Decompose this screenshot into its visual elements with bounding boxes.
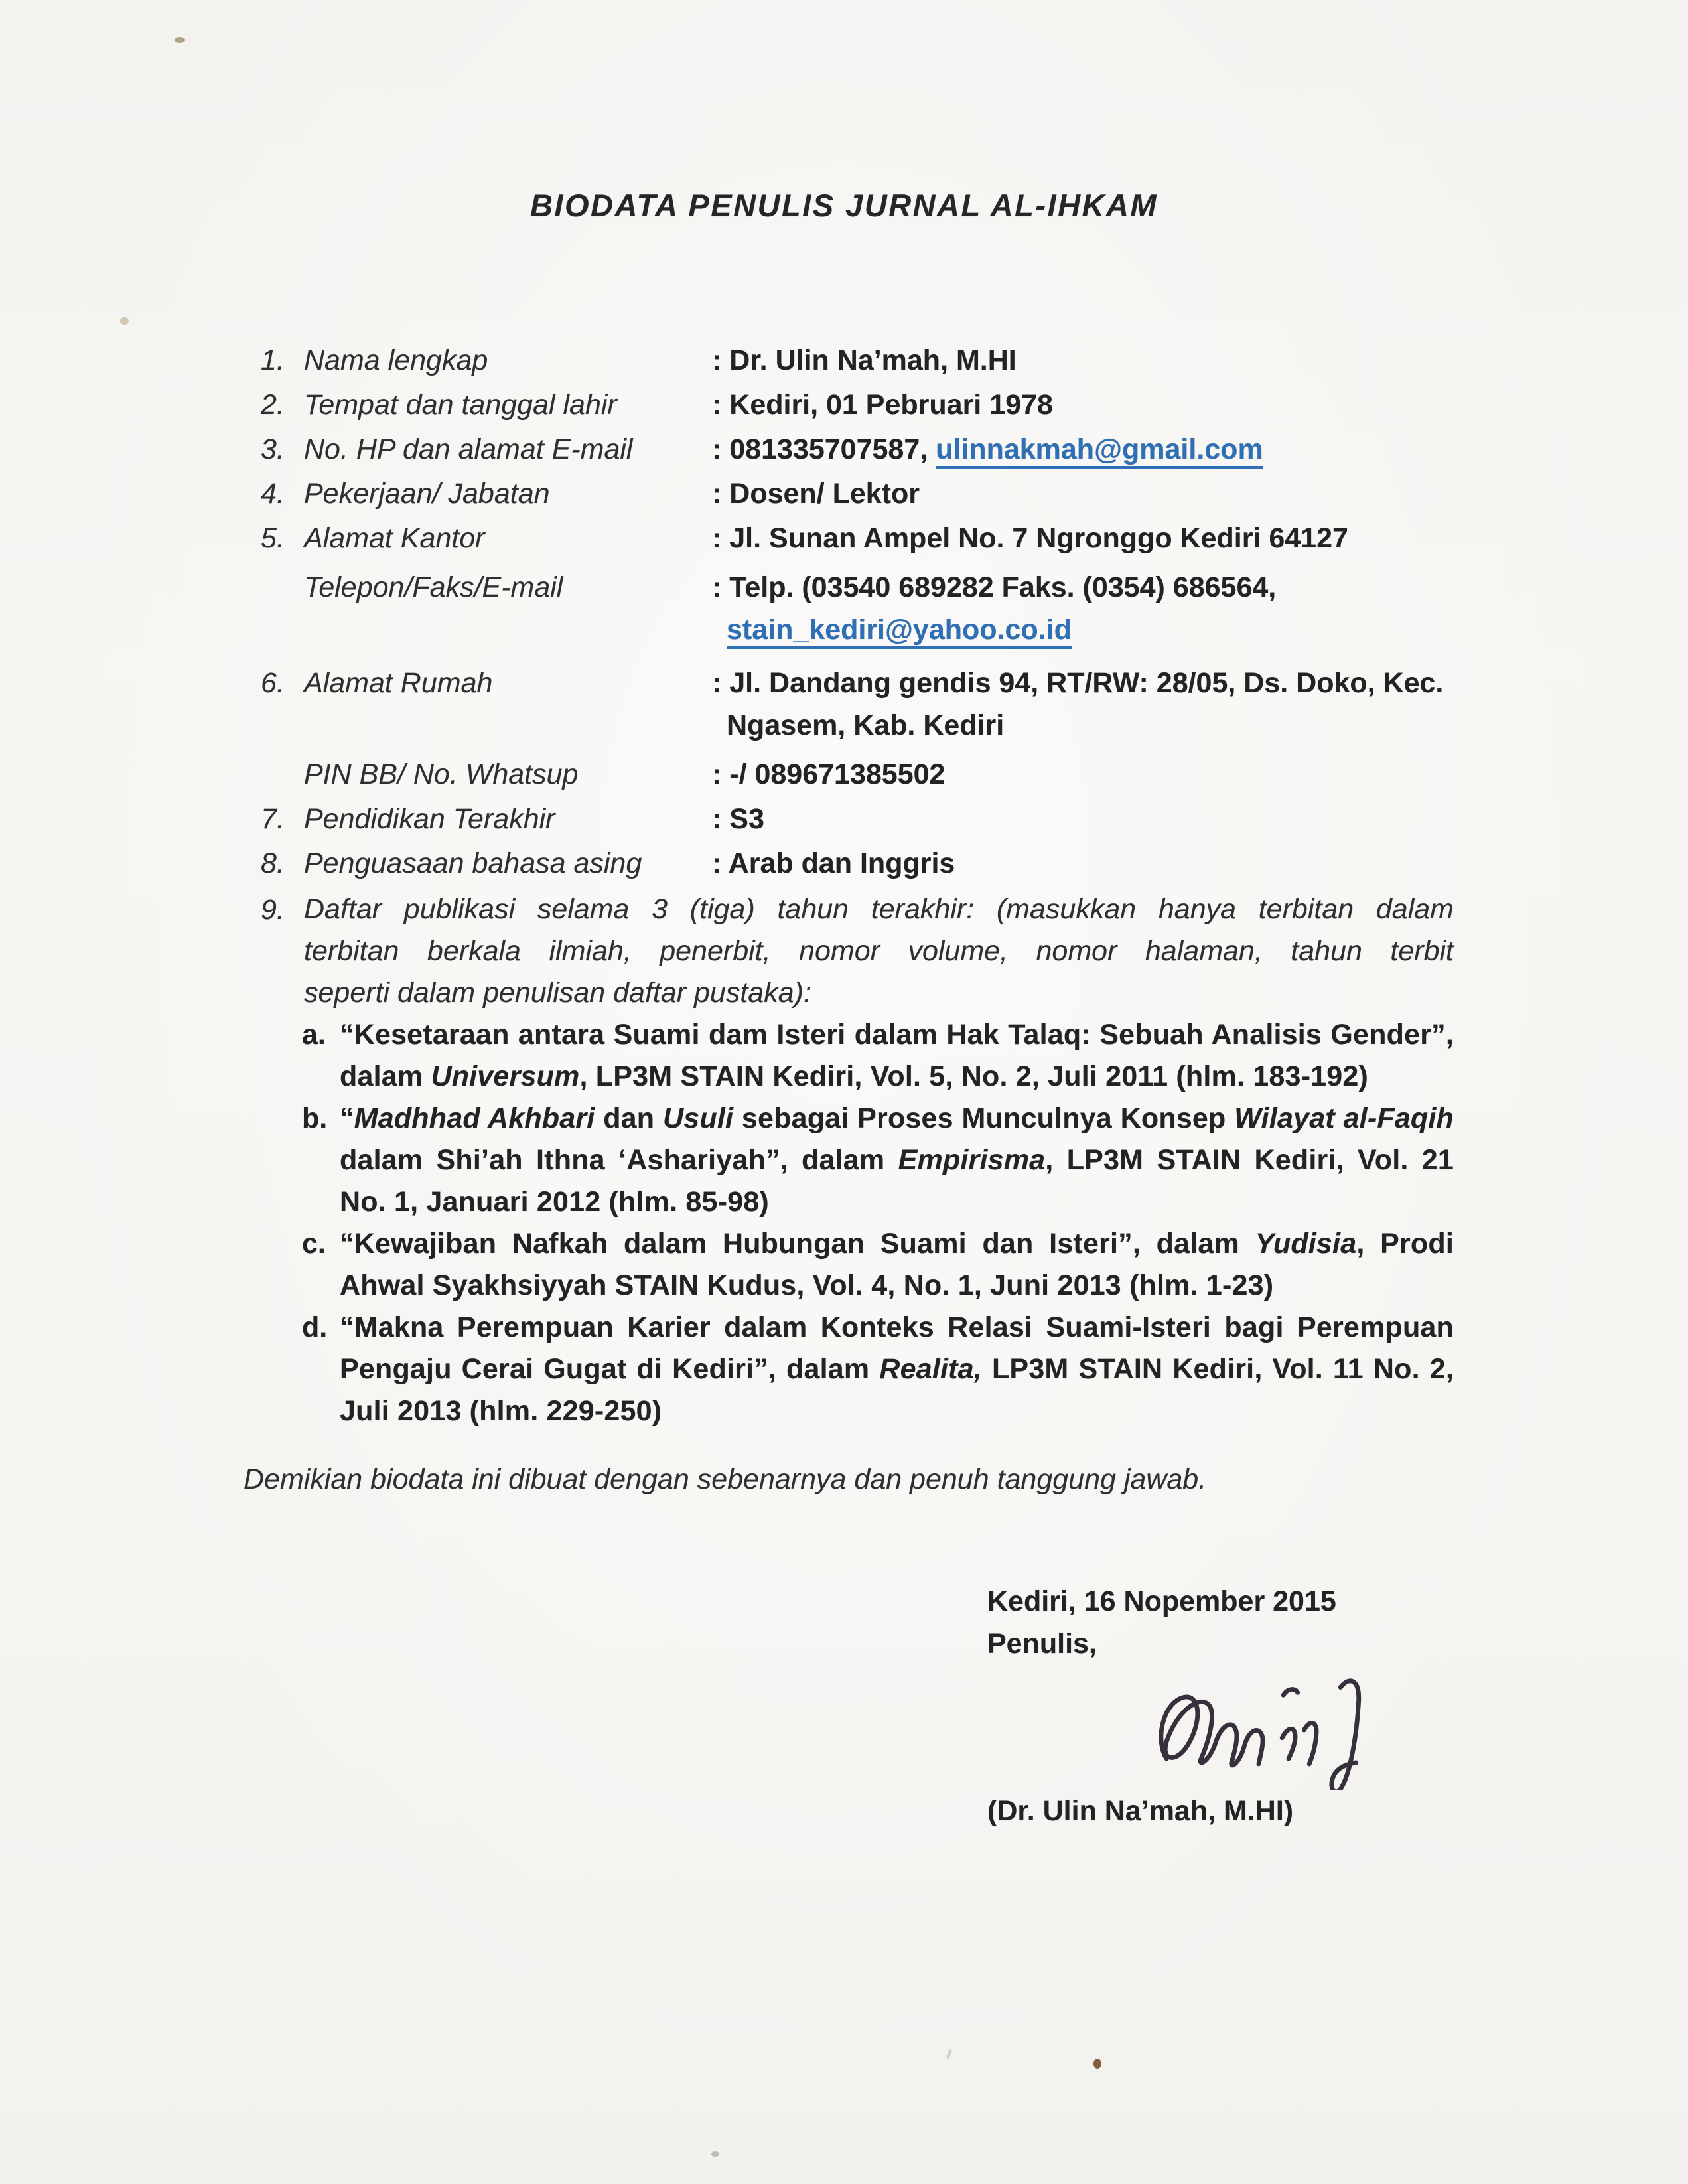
biodata-body	[244, 339, 1454, 1832]
scan-speck	[946, 2049, 952, 2059]
field-label: PIN BB/ No. Whatsup	[304, 759, 579, 790]
field-value-text: : Telp. (03540 689282 Faks. (0354) 686564,	[712, 571, 1277, 603]
field-row-publikasi-intro	[244, 889, 1454, 1014]
field-value-text	[712, 433, 1263, 469]
field-value	[712, 798, 1454, 840]
field-value-continuation: Ngasem, Kab. Kediri	[727, 709, 1005, 741]
citation-text-segment: Wilayat al-Faqih	[1234, 1102, 1454, 1134]
field-number: 7.	[261, 803, 285, 835]
field-label: Alamat Kantor	[304, 522, 485, 554]
field-value	[712, 384, 1454, 426]
citation-text-segment: LP3M STAIN Kediri, Vol. 11 No. 2, Juli 2013 (hlm. 229-250)	[340, 1353, 1454, 1427]
field-label: Alamat Rumah	[304, 667, 493, 699]
citation-text-segment: dalam Shi’ah Ithna ‘Ashariyah”, dalam	[340, 1144, 898, 1176]
signature-place-date: Kediri, 16 Nopember 2015	[987, 1585, 1336, 1617]
publication-letter: a.	[302, 1019, 326, 1051]
field-value-text: : Dr. Ulin Na’mah, M.HI	[712, 344, 1017, 376]
field-value	[712, 753, 1454, 796]
publication-citation	[340, 1223, 1454, 1307]
page-title: BIODATA PENULIS JURNAL AL-IHKAM	[529, 188, 1159, 223]
scan-speck	[711, 2151, 719, 2157]
email-link-yahoo: stain_kediri@yahoo.co.id	[727, 614, 1072, 649]
field-label: No. HP dan alamat E-mail	[304, 433, 633, 465]
field-row-ttl	[244, 384, 1454, 426]
email-link-gmail: ulinnakmah@gmail.com	[936, 433, 1263, 469]
field-label: Pekerjaan/ Jabatan	[304, 478, 550, 510]
publication-letter: c.	[302, 1228, 326, 1260]
field-row-pekerjaan	[244, 473, 1454, 515]
field-label: Tempat dan tanggal lahir	[304, 389, 617, 421]
field-row-telepon	[244, 566, 1454, 651]
citation-text-segment: “	[340, 1102, 354, 1134]
intro-line: Daftar publikasi selama 3 (tiga) tahun terakhir: (masukkan hanya terbitan dalam	[304, 893, 1454, 925]
field-value-text: : Jl. Sunan Ampel No. 7 Ngronggo Kediri 64127	[712, 522, 1348, 554]
phone-number-text: : 081335707587,	[712, 433, 936, 465]
scan-speck	[1093, 2059, 1101, 2069]
publication-citation	[340, 1098, 1454, 1223]
field-label: Nama lengkap	[304, 344, 488, 376]
field-number: 2.	[261, 389, 285, 421]
citation-text-segment: Empirisma	[898, 1144, 1046, 1176]
citation-text-segment: , LP3M STAIN Kediri, Vol. 21 No. 1, Januari 2012 (hlm. 85-98)	[340, 1144, 1454, 1218]
field-number: 3.	[261, 433, 285, 465]
field-row-pendidikan	[244, 798, 1454, 840]
intro-line: seperti dalam penulisan daftar pustaka):	[304, 977, 811, 1009]
scan-speck	[175, 37, 185, 43]
publication-intro-paragraph	[304, 889, 1454, 1014]
field-number: 4.	[261, 478, 285, 510]
field-row-bahasa	[244, 842, 1454, 885]
citation-text-segment: “Kewajiban Nafkah dalam Hubungan Suami dan Isteri”, dalam	[340, 1228, 1255, 1260]
signature-name: (Dr. Ulin Na’mah, M.HI)	[987, 1795, 1294, 1827]
field-value-text: : -/ 089671385502	[712, 759, 946, 790]
field-value-text: : Kediri, 01 Pebruari 1978	[712, 389, 1053, 421]
field-value	[712, 339, 1454, 382]
signature-block	[987, 1580, 1454, 1832]
field-value	[712, 662, 1454, 747]
field-value	[712, 473, 1454, 515]
field-row-hp-email	[244, 428, 1454, 471]
field-row-alamat-rumah	[244, 662, 1454, 747]
publication-item	[302, 1014, 1454, 1098]
field-label: Telepon/Faks/E-mail	[304, 571, 563, 603]
field-value-text: : Dosen/ Lektor	[712, 478, 920, 510]
field-value	[712, 517, 1454, 559]
field-value	[712, 428, 1454, 471]
field-value	[712, 842, 1454, 885]
handwritten-signature	[1145, 1673, 1431, 1790]
publication-citation	[340, 1014, 1454, 1098]
citation-text-segment: Realita,	[879, 1353, 982, 1385]
publication-item	[302, 1223, 1454, 1307]
field-value-text: : Jl. Dandang gendis 94, RT/RW: 28/05, Ds. Doko, Kec.	[712, 667, 1444, 699]
citation-text-segment: Madhhad Akhbari	[354, 1102, 595, 1134]
citation-text-segment: , LP3M STAIN Kediri, Vol. 5, No. 2, Juli 2011 (hlm. 183-192)	[579, 1060, 1368, 1092]
field-label: Pendidikan Terakhir	[304, 803, 555, 835]
field-row-nama	[244, 339, 1454, 382]
citation-text-segment: “Kesetaraan antara Suami dam Isteri dalam Hak Talaq: Sebuah Analisis Gender”, dalam	[340, 1019, 1454, 1092]
scan-speck	[120, 317, 129, 325]
field-row-pin-bb	[244, 753, 1454, 796]
field-value-continuation	[712, 609, 1454, 651]
citation-text-segment: “Makna Perempuan Karier dalam Konteks Relasi Suami-Isteri bagi Perempuan Pengaju Cerai Gugat di Kediri”, dalam	[340, 1311, 1454, 1385]
field-value-text: : S3	[712, 803, 764, 835]
field-number: 1.	[261, 344, 285, 376]
citation-text-segment: Universum	[431, 1060, 580, 1092]
citation-text-segment: dan	[595, 1102, 663, 1134]
field-number: 9.	[261, 894, 285, 926]
publication-letter: d.	[302, 1311, 328, 1343]
publication-item	[302, 1098, 1454, 1223]
field-value	[712, 566, 1454, 651]
field-number: 5.	[261, 522, 285, 554]
closing-statement: Demikian biodata ini dibuat dengan sebenarnya dan penuh tanggung jawab.	[244, 1463, 1207, 1495]
field-label: Penguasaan bahasa asing	[304, 847, 642, 879]
publication-citation	[340, 1307, 1454, 1432]
publication-letter: b.	[302, 1102, 328, 1134]
citation-text-segment: , Prodi Ahwal Syakhsiyyah STAIN Kudus, Vol. 4, No. 1, Juni 2013 (hlm. 1-23)	[340, 1228, 1454, 1301]
citation-text-segment: Yudisia	[1255, 1228, 1357, 1260]
field-number: 6.	[261, 667, 285, 699]
intro-line: terbitan berkala ilmiah, penerbit, nomor volume, nomor halaman, tahun terbit	[304, 935, 1454, 967]
field-value-text: : Arab dan Inggris	[712, 847, 955, 879]
signature-role: Penulis,	[987, 1628, 1097, 1660]
citation-text-segment: Usuli	[663, 1102, 734, 1134]
field-number: 8.	[261, 847, 285, 879]
publications-list	[302, 1014, 1454, 1432]
citation-text-segment: sebagai Proses Munculnya Konsep	[733, 1102, 1235, 1134]
publication-item	[302, 1307, 1454, 1432]
field-row-alamat-kantor	[244, 517, 1454, 559]
